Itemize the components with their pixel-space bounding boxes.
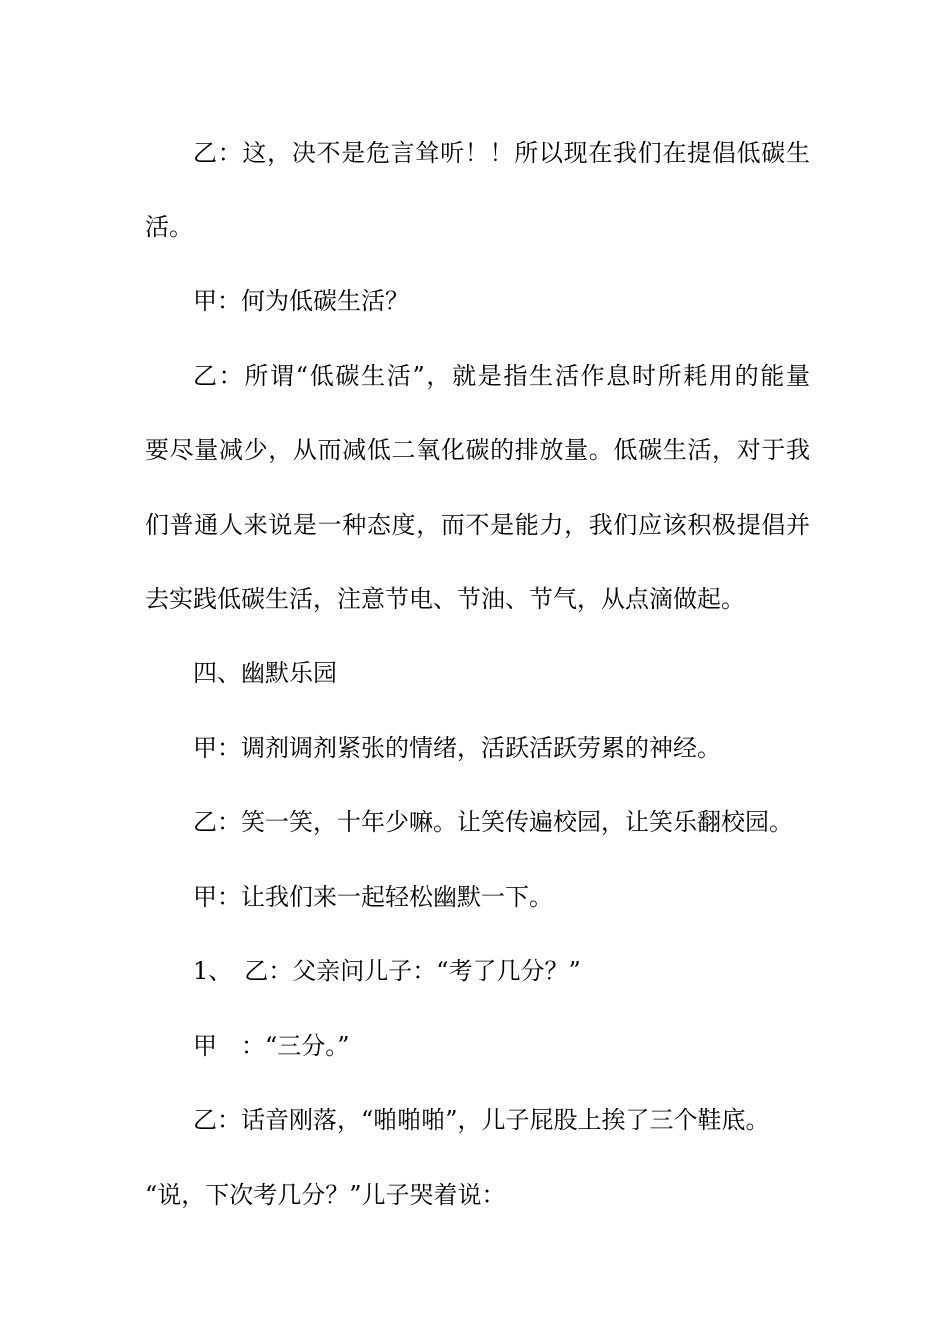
paragraph-line: 甲：调剂调剂紧张的情绪，活跃活跃劳累的神经。 — [193, 734, 721, 762]
section-heading: 四、幽默乐园 — [193, 659, 337, 687]
paragraph-line: 活。 — [145, 213, 193, 241]
paragraph-line: 乙：话音刚落，“啪啪啪”，儿子屁股上挨了三个鞋底。 — [193, 1106, 770, 1134]
paragraph-line: 甲：让我们来一起轻松幽默一下。 — [193, 883, 553, 911]
paragraph-line: 乙：所谓“低碳生活”，就是指生活作息时所耗用的能量 — [193, 362, 810, 390]
paragraph-line: 要尽量减少，从而减低二氧化碳的排放量。低碳生活，对于我 — [145, 436, 810, 464]
list-item: 1、 乙：父亲问儿子：“考了几分？” — [193, 957, 581, 985]
paragraph-line: 甲：何为低碳生活？ — [193, 287, 409, 315]
paragraph-line: 们普通人来说是一种态度，而不是能力，我们应该积极提倡并 — [145, 511, 810, 539]
paragraph-line: 乙：这，决不是危言耸听！！所以现在我们在提倡低碳生 — [193, 139, 810, 167]
paragraph-line: 乙：笑一笑，十年少嘛。让笑传遍校园，让笑乐翻校园。 — [193, 808, 793, 836]
paragraph-line: 甲 ：“三分。” — [193, 1032, 350, 1060]
paragraph-line: 去实践低碳生活，注意节电、节油、节气，从点滴做起。 — [145, 585, 745, 613]
paragraph-line: “说，下次考几分？”儿子哭着说： — [145, 1181, 506, 1209]
